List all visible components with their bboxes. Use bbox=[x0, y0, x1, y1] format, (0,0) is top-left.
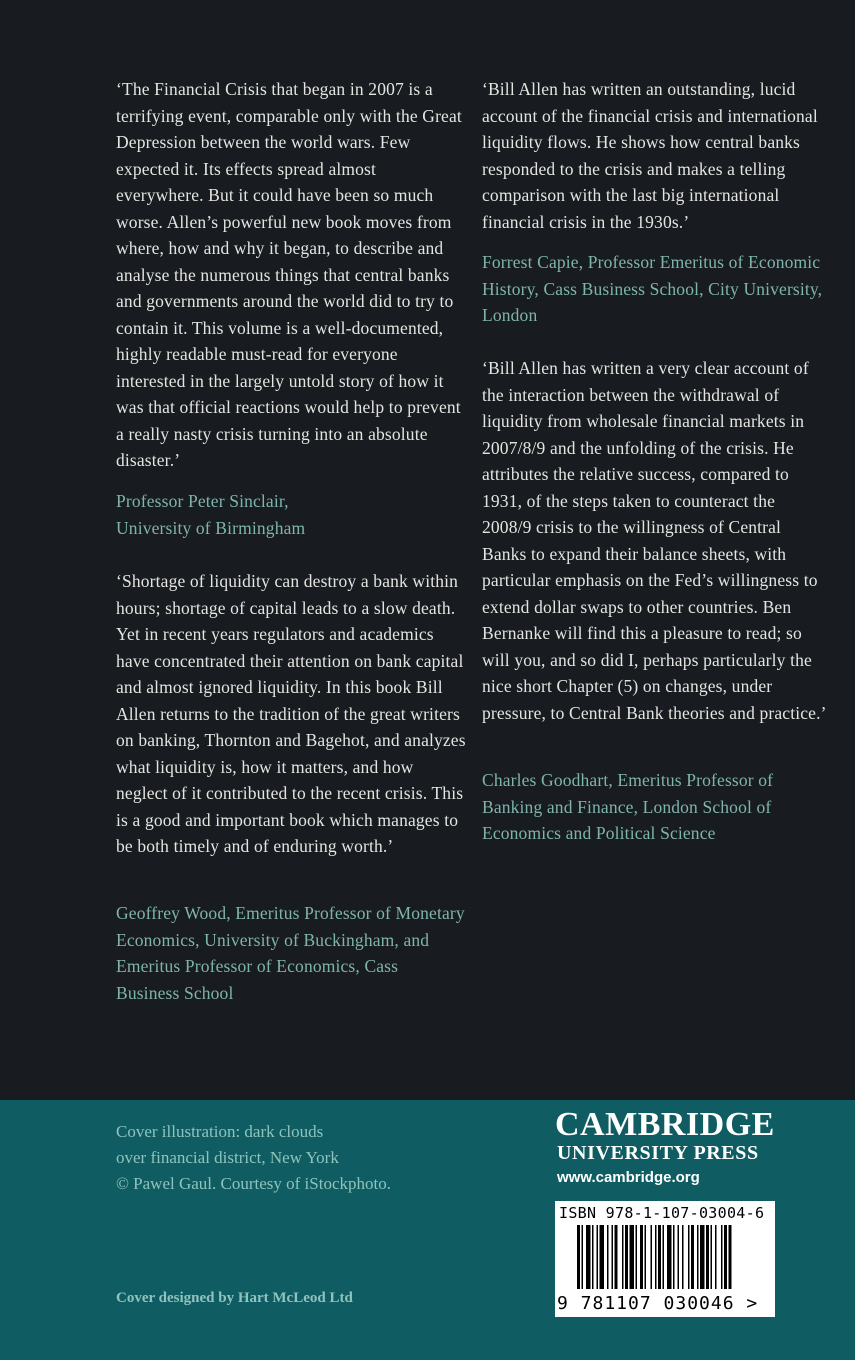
quote-wood: ‘Shortage of liquidity can destroy a bank within hours; shortage of capital leads to a slow death. Yet in recent years regulators and academics have concentrated their attention on bank capital and almost ignored liquidity. In this book Bill Allen returns to the tradition of the great writers on banking, Thornton and Bagehot, and analyzes what liquidity is, how it matters, and how neglect of it contributed to the recent crisis. This is a good and important book which manages to be both timely and of enduring worth.’ bbox=[116, 571, 466, 856]
quote-capie: ‘Bill Allen has written an outstanding, lucid account of the financial crisis and international liquidity flows. He shows how central banks responded to the crisis and makes a telling comparison with the last big international financial crisis in the 1930s.’ bbox=[482, 79, 818, 232]
barcode-icon bbox=[555, 1223, 775, 1295]
publisher-website: www.cambridge.org bbox=[557, 1169, 700, 1186]
attribution-capie: Forrest Capie, Professor Emeritus of Economic History, Cass Business School, City University, London bbox=[482, 252, 823, 325]
quote-sinclair: ‘The Financial Crisis that began in 2007 is a terrifying event, comparable only with the Great Depression between the world wars. Few expected it. Its effects spread almost everywhere. But it could have been so much worse. Allen’s powerful new book moves from where, how and why it began, to describe and analyse the numerous things that central banks and governments around the world did to try to contain it. This volume is a well-documented, highly readable must-read for everyone interested in the largely untold story of how it was that official reactions would help to prevent a really nasty crisis turning into an absolute disaster.’ bbox=[116, 79, 462, 470]
cover-designer-credit: Cover designed by Hart McLeod Ltd bbox=[116, 1290, 353, 1306]
attribution-sinclair-affiliation: University of Birmingham bbox=[116, 517, 306, 538]
cover-illustration-credit: Cover illustration: dark clouds over financial district, New York © Pawel Gaul. Courtesy of iStockphoto. bbox=[116, 1122, 391, 1193]
publisher-logo-sub: UNIVERSITY PRESS bbox=[557, 1142, 759, 1164]
publisher-logo: CAMBRIDGE bbox=[555, 1106, 775, 1143]
attribution-goodhart: Charles Goodhart, Emeritus Professor of Banking and Finance, London School of Economics and Political Science bbox=[482, 770, 774, 843]
isbn-label: ISBN 978-1-107-03004-6 bbox=[559, 1204, 765, 1222]
barcode-digits: 9 781107 030046 > bbox=[557, 1293, 759, 1314]
attribution-sinclair bbox=[116, 488, 466, 541]
attribution-wood: Geoffrey Wood, Emeritus Professor of Monetary Economics, University of Buckingham, and Emeritus Professor of Economics, Cass Business School bbox=[116, 903, 465, 1003]
isbn-barcode bbox=[555, 1201, 775, 1317]
footer-band bbox=[0, 1100, 855, 1360]
quote-goodhart: ‘Bill Allen has written a very clear account of the interaction between the withdrawal of liquidity from wholesale financial markets in 2007/8/9 and the unfolding of the crisis. He attributes the relative success, compared to 1931, of the steps taken to counteract the 2008/9 crisis to the willingness of Central Banks to expand their balance sheets, with particular emphasis on the Fed’s willingness to extend dollar swaps to other countries. Ben Bernanke will find this a pleasure to read; so will you, and so did I, perhaps particularly the nice short Chapter (5) on changes, under pressure, to Central Bank theories and practice.’ bbox=[482, 358, 827, 723]
attribution-sinclair-name: Professor Peter Sinclair, bbox=[116, 491, 289, 511]
